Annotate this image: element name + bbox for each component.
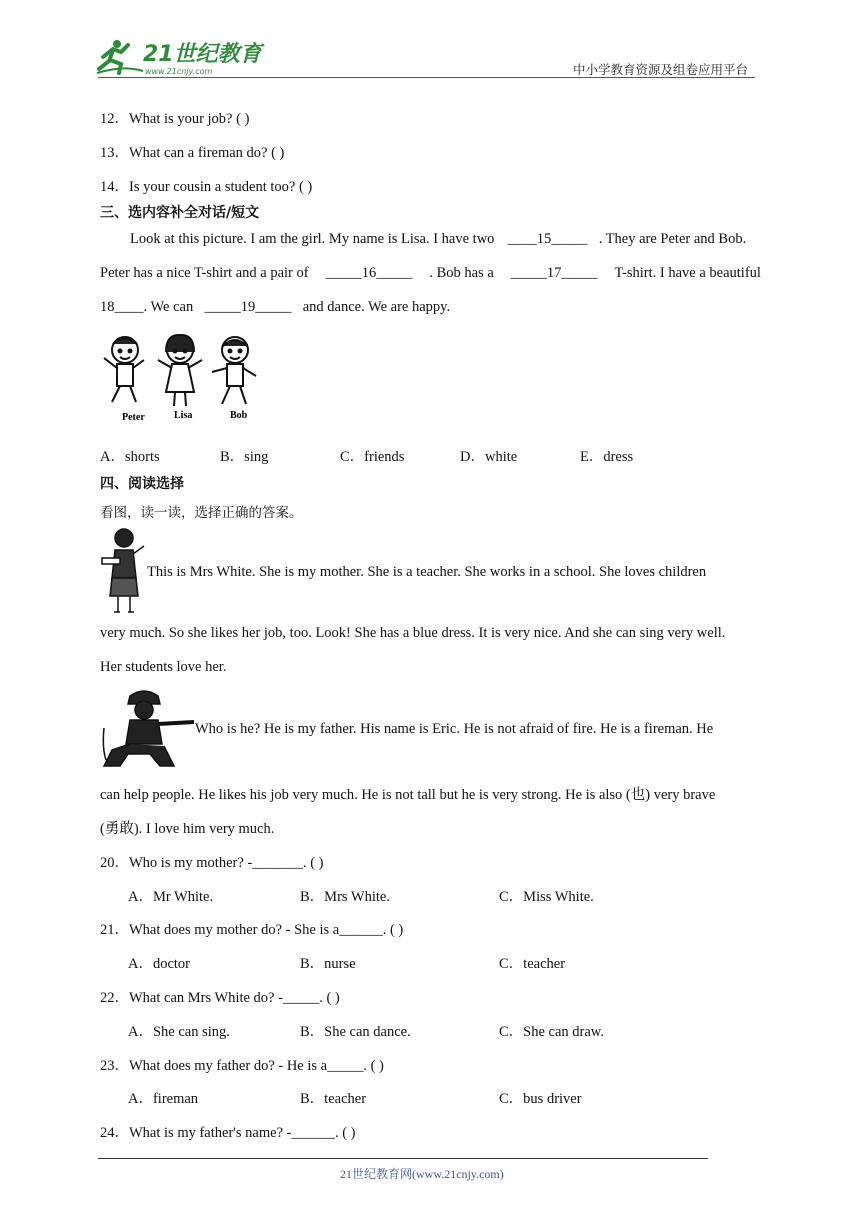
question-22: 22．What can Mrs White do? -_____. ( ) (100, 990, 340, 1006)
option-a[interactable]: A．shorts (100, 449, 160, 465)
footer-link[interactable]: 21世纪教育网(www.21cnjy.com) (340, 1167, 504, 1181)
passage-text: and dance. We are happy. (302, 299, 451, 315)
question-14: 14．Is your cousin a student too? ( ) (100, 179, 313, 195)
section4-instruction: 看图，读一读，选择正确的答案。 (100, 505, 303, 521)
q20-option-a[interactable]: A．Mr White. (128, 889, 214, 905)
question-20: 20．Who is my mother? -_______. ( ) (100, 855, 324, 871)
kid-label-peter: Peter (122, 412, 145, 423)
q20-option-b[interactable]: B．Mrs White. (300, 889, 390, 905)
passage-text: T-shirt. I have a beautiful (614, 265, 761, 281)
blank-17[interactable]: _____17_____ (510, 265, 598, 281)
section4-heading: 四、阅读选择 (100, 476, 184, 492)
q20-option-c[interactable]: C．Miss White. (499, 889, 594, 905)
passage-text: Peter has a nice T-shirt and a pair of (100, 265, 309, 281)
q21-option-b[interactable]: B．nurse (300, 956, 356, 972)
q23-option-c[interactable]: C．bus driver (499, 1091, 582, 1107)
logo-text: 21世纪教育 (143, 42, 262, 67)
passage1-line3: Her students love her. (100, 659, 227, 675)
option-b[interactable]: B．sing (220, 449, 269, 465)
passage-line-1 (130, 231, 746, 248)
q22-option-a[interactable]: A．She can sing. (128, 1024, 230, 1040)
passage2-line1: Who is he? He is my father. His name is Eric. He is not afraid of fire. He is a fireman. He (195, 721, 714, 737)
passage-text: . They are Peter and Bob. (598, 231, 747, 247)
logo-url: www.21cnjy.com (145, 67, 213, 76)
question-13: 13．What can a fireman do? ( ) (100, 145, 285, 161)
passage1-line2: very much. So she likes her job, too. Look! She has a blue dress. It is very nice. And she can sing very well. (100, 625, 726, 641)
passage-text: . Bob has a (429, 265, 494, 281)
kid-label-lisa: Lisa (174, 410, 193, 421)
q22-option-b[interactable]: B．She can dance. (300, 1024, 411, 1040)
question-21: 21．What does my mother do? - She is a______. ( ) (100, 922, 404, 938)
question-23: 23．What does my father do? - He is a_____. ( ) (100, 1058, 384, 1074)
q21-option-c[interactable]: C．teacher (499, 956, 566, 972)
kids-picture (100, 330, 265, 425)
footer-divider (98, 1158, 708, 1159)
header-divider (98, 77, 755, 78)
teacher-picture (100, 526, 148, 616)
q21-option-a[interactable]: A．doctor (128, 956, 191, 972)
passage1-line1: This is Mrs White. She is my mother. She is a teacher. She works in a school. She loves children (147, 564, 707, 580)
option-e[interactable]: E．dress (580, 449, 634, 465)
passage-line-2 (100, 265, 761, 282)
question-12: 12．What is your job? ( ) (100, 111, 250, 127)
blank-16[interactable]: _____16_____ (325, 265, 413, 281)
blank-18[interactable]: 18____ (100, 299, 144, 315)
question-24: 24．What is my father's name? -______. ( ) (100, 1125, 356, 1141)
site-logo (95, 35, 265, 77)
passage-text: . We can (143, 299, 194, 315)
fireman-picture (100, 688, 195, 768)
option-c[interactable]: C．friends (340, 449, 405, 465)
passage-text: Look at this picture. I am the girl. My name is Lisa. I have two (130, 231, 495, 247)
passage2-line2: can help people. He likes his job very much. He is not tall but he is very strong. He is also (也) very brave (100, 787, 716, 803)
kid-label-bob: Bob (230, 410, 248, 421)
passage-line-3 (100, 299, 450, 316)
section3-heading: 三、选内容补全对话/短文 (100, 205, 260, 221)
q23-option-a[interactable]: A．fireman (128, 1091, 199, 1107)
passage2-line3: (勇敢). I love him very much. (100, 821, 275, 837)
q22-option-c[interactable]: C．She can draw. (499, 1024, 604, 1040)
runner-icon (97, 40, 143, 73)
option-d[interactable]: D．white (460, 449, 518, 465)
blank-19[interactable]: _____19_____ (204, 299, 292, 315)
blank-15[interactable]: ____15_____ (507, 231, 588, 247)
q23-option-b[interactable]: B．teacher (300, 1091, 367, 1107)
platform-title: 中小学教育资源及组卷应用平台 (573, 62, 749, 77)
